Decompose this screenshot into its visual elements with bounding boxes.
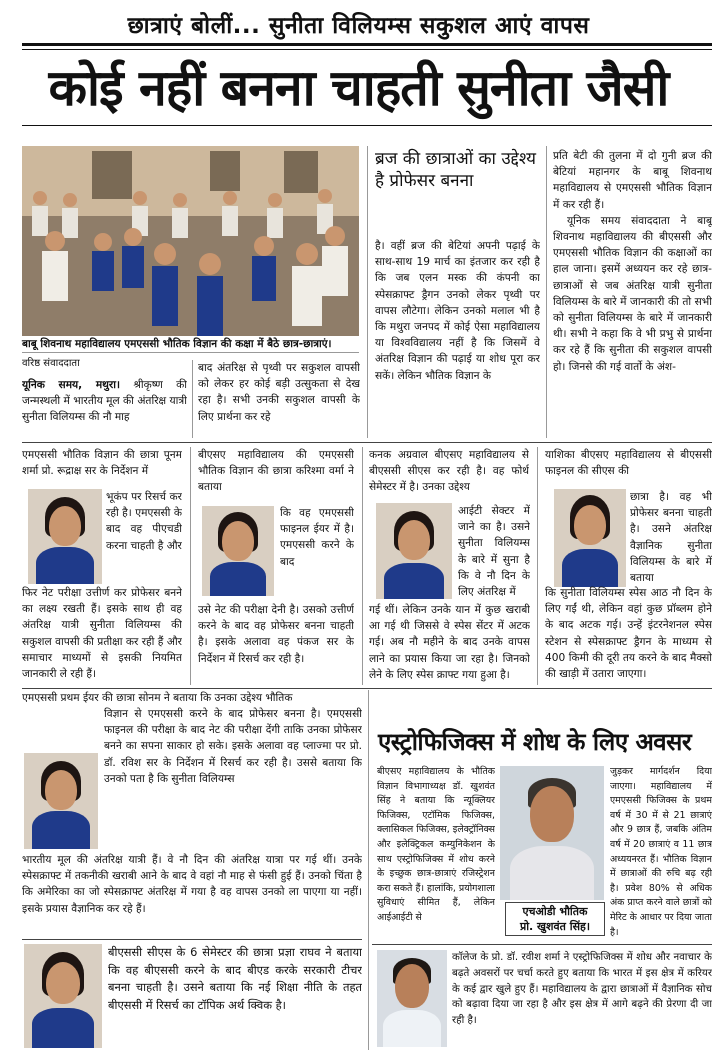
headline-rule bbox=[22, 125, 712, 126]
col-divider bbox=[192, 360, 193, 438]
astro-column-2: जुड़कर मार्गदर्शन दिया जाएगा। महाविद्यालय में एमएससी फिजिक्स के प्रथम वर्ष में 30 में से 21 छात्राएं और 9 छात्र हैं, जबकि अंतिम वर्ष में 20 छात्राएं व 11 छात्र अध्ययनरत हैं। भौतिक विज्ञान में छात्राओं की रुचि बढ़ रही है। प्रवेश 80% से अधिक अंक प्राप्त करने वाले छात्रों को मेरिट के आधार पर दिया जाता है। bbox=[610, 766, 712, 938]
section-rule bbox=[22, 939, 362, 940]
profile-poonam-side: भूकंप पर रिसर्च कर रही है। एमएससी के बाद वह पीएचडी करना चाहती है और bbox=[106, 491, 182, 552]
portrait-ravish-sharma bbox=[377, 950, 447, 1047]
portrait-sonam bbox=[24, 753, 98, 849]
story-column-4 bbox=[553, 148, 712, 438]
ravish-story: कॉलेज के प्रो. डॉ. रवीश शर्मा ने एस्ट्रोफिजिक्स में शोध और नवाचार के बढ़ते अवसरों पर चर्चा करते हुए बताया कि भारत में इस क्षेत्र में करियर के कई द्वार खुले हुए हैं। महाविद्यालय के द्वारा छात्राओं में वैज्ञानिक सोच को बढ़ावा दिया जा रहा है और इस क्षेत्र में आगे बढ़ने की प्रेरणा दी जा रही है। bbox=[452, 952, 712, 1027]
profile-karishma-bottom: उसे नेट की परीक्षा देनी है। उसको उत्तीर्ण करने के बाद वह प्रोफेसर बनना चाहती है। इसके अलावा वह पंकज सर के निर्देशन में रिसर्च कर रही है। bbox=[198, 604, 354, 665]
profile-karishma-top: बीएसए महाविद्यालय की एमएससी भौतिक विज्ञान की छात्रा करिश्मा वर्मा ने बताया bbox=[198, 449, 354, 494]
photo-caption: बाबू शिवनाथ महाविद्यालय एमएससी भौतिक विज्ञान की कक्षा में बैठे छात्र-छात्राएं। bbox=[22, 338, 332, 350]
lead-column-2: बाद अंतरिक्ष से पृथ्वी पर सकुशल वापसी को लेकर हर कोई बड़ी उत्सुकता से देख रहा है। सभी उनकी सकुशल वापसी के लिए प्रार्थना कर रहे bbox=[198, 362, 360, 423]
story-col4-para1: प्रति बेटी की तुलना में दो गुनी ब्रज की बेटियां महानगर के बाबू शिवनाथ महाविद्यालय से एमएससी भौतिक विज्ञान में कर रही हैं। bbox=[553, 150, 712, 211]
pragya-story: बीएससी सीएस के 6 सेमेस्टर की छात्रा प्रज्ञा राघव ने बताया कि वह बीएससी करने के बाद बीएड करके सरकारी टीचर बनना चाहती है। उसने बताया कि नई शिक्षा नीति के तहत बीएससी में रिसर्च का टॉपिक अर्थ क्विक है। bbox=[108, 945, 362, 1012]
profile-poonam-bottom: फिर नेट परीक्षा उत्तीर्ण कर प्रोफेसर बनने का लक्ष्य रखती हैं। इसके साथ ही वह अंतरिक्ष यात्री सुनीता विलियम्स की सकुशल वापसी की प्रतीक्षा कर रही हैं और समाचार माध्यमों से इसकी नियमित जानकारी ले रही हैं। bbox=[22, 587, 182, 681]
col-divider bbox=[362, 447, 363, 685]
profile-yashika-side: छात्रा है। वह भी प्रोफेसर बनना चाहती है। उसने अंतरिक्ष वैज्ञानिक सुनीता विलियम्स के बारे में बताया bbox=[630, 491, 712, 585]
astro-column-1: बीएसए महाविद्यालय के भौतिक विज्ञान विभागाध्यक्ष डॉ. खुशवंत सिंह ने बताया कि न्यूक्लियर फिजिक्स, एटॉमिक फिजिक्स, क्लासिकल फिजिक्स, इलेक्ट्रॉनिक्स और इलेक्ट्रिकल कम्युनिकेशन के साथ एस्ट्रोफिजिक्स में शोध करने के इच्छुक छात्र-छात्राएं रजिस्ट्रेशन करा सकते हैं। हालांकि, प्रयोगशाला सुविधाएं सीमित हैं, लेकिन आईआईटी से bbox=[377, 766, 495, 923]
dateline: यूनिक समय, मथुरा। bbox=[22, 379, 121, 391]
main-headline: कोई नहीं बनना चाहती सुनीता जैसी bbox=[48, 59, 669, 117]
astro-heading: एस्ट्रोफिजिक्स में शोध के लिए अवसर bbox=[378, 728, 692, 756]
reporter-credit: वरिष्ठ संवाददाता bbox=[22, 358, 80, 369]
profile-kanak-top: कनक अग्रवाल बीएसए महाविद्यालय से बीएससी सीएस कर रही है। वह फोर्थ सेमेस्टर में है। उनका उद्देश्य bbox=[369, 449, 529, 494]
lead-column-1 bbox=[22, 377, 187, 437]
top-rule-thin bbox=[22, 49, 712, 50]
profile-yashika-top: याशिका बीएसए महाविद्यालय से बीएससी फाइनल की सीएस की bbox=[545, 449, 712, 478]
caption-rule bbox=[22, 352, 359, 353]
profile-yashika-bottom: कि सुनीता विलियम्स स्पेस आठ नौ दिन के लिए गईं थी, लेकिन वहां कुछ प्रॉब्लम होने के बाद अटक गई। उन्हें इंटरनेशनल स्पेस स्टेशन से स्पेसक्राफ्ट ड्रैगन के माध्यम से 400 किमी की दूरी तय करने के बाद मैक्सो की खाड़ी में उतारा जाएगा। bbox=[545, 587, 712, 681]
story-subhead: ब्रज की छात्राओं का उद्देश्य है प्रोफेसर बनना bbox=[375, 149, 536, 191]
story-col4-para2: यूनिक समय संवाददाता ने बाबू शिवनाथ महाविद्यालय की बीएससी और एमएससी भौतिक विज्ञान की कक्षाओं का हाल जाना। इसमें अध्ययन कर रहे छात्र-छात्राओं से जब अंतरिक्ष यात्री सुनीता विलियम्स के बारे में जानकारी की तो सभी को सुनीता विलियम्स के बारे में जानकारी थी। सभी ने कहा कि वे भी प्रभु से प्रार्थना कर रहे हैं कि सुनीता की सकुशल वापसी हो। जिनसे की गई वार्तो के अंश- bbox=[553, 214, 712, 373]
lead-text-1: श्रीकृष्ण की जन्मस्थली में भारतीय मूल की अंतरिक्ष यात्री सुनीता विलियम्स की नौ माह bbox=[22, 379, 187, 424]
kicker-headline: छात्राएं बोलीं... सुनीता विलियम्स सकुशल आएं वापस bbox=[127, 13, 590, 39]
sonam-bottom: भारतीय मूल की अंतरिक्ष यात्री हैं। वे नौ दिन की अंतरिक्ष यात्रा पर गई थीं। उनके स्पेसक्राफ्ट में तकनीकी खराबी आने के बाद वे वहां नौ माह से फंसी हुई हैं। उनको चिंता है कि अमेरिका का जो स्पेसक्राफ्ट अंतरिक्ष में गया है वह वापस उनको ला पाएगा या नहीं। इसके प्रयास वैज्ञानिक कर रहे हैं। bbox=[22, 854, 362, 915]
col-divider bbox=[190, 447, 191, 685]
sonam-top: एमएससी प्रथम ईयर की छात्रा सोनम ने बताया कि उनका उद्देश्य भौतिक bbox=[22, 692, 293, 704]
portrait-kanak bbox=[376, 503, 452, 599]
section-rule bbox=[22, 688, 712, 689]
col-divider bbox=[368, 690, 369, 1050]
profile-kanak-side: आईटी सेक्टर में जाने का है। उसने सुनीता विलियम्स के बारे में सुना है कि वे नौ दिन के लिए अंतरिक्ष में bbox=[458, 505, 530, 599]
col-divider bbox=[546, 146, 547, 438]
caption-line-2: प्रो. खुशवंत सिंह। bbox=[519, 920, 591, 933]
classroom-photo bbox=[22, 146, 359, 336]
story-column-3: है। वहीं ब्रज की बेटियां अपनी पढ़ाई के साथ-साथ 19 मार्च का इंतजार कर रही है कि जब एलन मस्क की कंपनी का स्पेसक्राफ्ट ड्रैगन उनको लेकर पृथ्वी पर वापस लौटेगा। लेकिन उनको मलाल भी है कि मथुरा जनपद में कोई ऐसा महाविद्यालय या विश्वविद्यालय नहीं है कि जिसमें वे अंतरिक्ष विज्ञान की पढ़ाई या शोध पूरा कर सकें। लेकिन भौतिक विज्ञान के bbox=[375, 240, 540, 382]
top-rule bbox=[22, 43, 712, 46]
profile-karishma-side: कि वह एमएससी फाइनल ईयर में है। एमएससी करने के बाद bbox=[280, 507, 354, 568]
sonam-side: विज्ञान से एमएससी करने के बाद प्रोफेसर बनना है। एमएससी फाइनल की परीक्षा के बाद नेट की परीक्षा देंगी ताकि उनका प्रोफेसर बनने का सपना साकार हो सके। इसके अलावा वह प्लाज्मा पर प्रो. डॉ. रविश सर के निर्देशन में रिसर्च कर रही है। उससे बताया कि उनको पता है कि सुनीता विलियम्स bbox=[104, 708, 362, 785]
khushwant-caption bbox=[505, 902, 605, 936]
section-rule bbox=[22, 442, 712, 443]
col-divider bbox=[537, 447, 538, 685]
col-divider bbox=[367, 146, 368, 438]
portrait-karishma bbox=[202, 506, 274, 596]
section-rule bbox=[372, 944, 712, 945]
portrait-pragya bbox=[24, 944, 102, 1048]
profile-poonam-top: एमएससी भौतिक विज्ञान की छात्रा पूनम शर्मा प्रो. रूद्राक्ष सर के निर्देशन में bbox=[22, 449, 182, 478]
portrait-poonam bbox=[28, 489, 102, 584]
caption-line-1: एचओडी भौतिक bbox=[522, 905, 588, 918]
portrait-khushwant-singh bbox=[500, 766, 604, 900]
portrait-yashika bbox=[554, 489, 626, 587]
profile-kanak-bottom: गई थीं। लेकिन उनके यान में कुछ खराबी आ गई थी जिससे वे स्पेस सेंटर में अटक गई। अब नौ महीने के बाद उनके वापस लाने का प्रयास किया जा रहा है। जिनको लेने के लिए स्पेस क्राफ्ट गया हुआ है। bbox=[369, 604, 530, 681]
